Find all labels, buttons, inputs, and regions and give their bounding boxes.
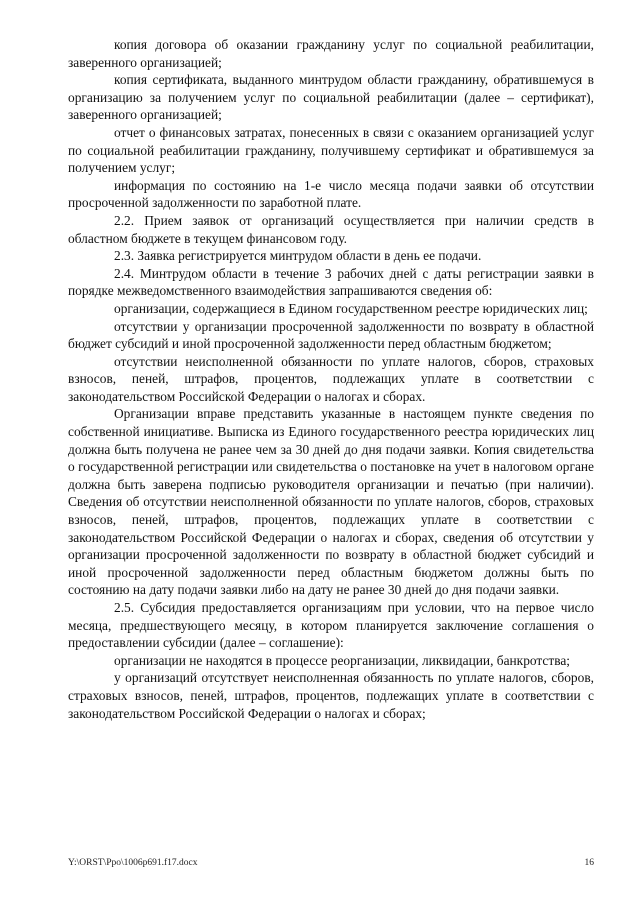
paragraph: отчет о финансовых затратах, понесенных в связи с оказанием организацией услуг по социальной реабилитации гражданину, получившему сертификат и обратившемуся за получением услуг; xyxy=(68,124,594,176)
paragraph: информация по состоянию на 1-е число месяца подачи заявки об отсутствии просроченной задолженности по заработной плате. xyxy=(68,177,594,211)
paragraph: копия сертификата, выданного минтрудом области гражданину, обратившемуся в организацию за получением услуг по социальной реабилитации (далее – сертификат), заверенного организацией; xyxy=(68,72,594,123)
paragraph: организации не находятся в процессе реорганизации, ликвидации, банкротства; xyxy=(114,652,571,668)
page-footer xyxy=(68,858,594,868)
page-number: 16 xyxy=(584,858,594,868)
paragraph: 2.2. Прием заявок от организаций осуществляется при наличии средств в областном бюджете в текущем финансовом году. xyxy=(68,212,594,246)
paragraph: копия договора об оказании гражданину услуг по социальной реабилитации, заверенного организацией; xyxy=(68,37,594,70)
paragraph: Организации вправе представить указанные в настоящем пункте сведения по собственной инициативе. Выписка из Единого государственного реестра юридических лиц должна быть получена не ранее чем за 30 дней до дня подачи заявки. Копия свидетельства о государственной регистрации или свидетельства о постановке на учет в налоговом органе должна быть заверена подписью руководителя организации и печатью (при наличии). Сведения об отсутствии неисполненной обязанности по уплате налогов, сборов, страховых взносов, пеней, штрафов, процентов, подлежащих уплате в соответствии с законодательством Российской Федерации о налогах и сборах, сведения об отсутствии у организации просроченной задолженности по возврату в областной бюджет субсидий и иной просроченной задолженности перед областным бюджетом должны быть по состоянию на дату подачи заявки либо на дату не ранее 30 дней до дня подачи заявки. xyxy=(68,406,594,598)
paragraph: 2.3. Заявка регистрируется минтрудом области в день ее подачи. xyxy=(114,248,482,264)
paragraph: организации, содержащиеся в Едином государственном реестре юридических лиц; xyxy=(114,300,588,316)
file-path: Y:\ORST\Ppo\1006p691.f17.docx xyxy=(68,858,198,868)
paragraph: отсутствии у организации просроченной задолженности по возврату в областной бюджет субсидий и иной просроченной задолженности перед областным бюджетом; xyxy=(68,318,594,352)
document-body xyxy=(68,36,594,722)
paragraph: 2.4. Минтрудом области в течение 3 рабочих дней с даты регистрации заявки в порядке межведомственного взаимодействия запрашиваются сведения об: xyxy=(68,265,594,299)
paragraph: 2.5. Субсидия предоставляется организациям при условии, что на первое число месяца, предшествующего месяцу, в котором планируется заключение соглашения о предоставлении субсидии (далее – соглашение): xyxy=(68,600,594,651)
paragraph: отсутствии неисполненной обязанности по уплате налогов, сборов, страховых взносов, пеней, штрафов, процентов, подлежащих уплате в соответствии с законодательством Российской Федерации о налогах и сборах. xyxy=(68,353,594,404)
paragraph: у организаций отсутствует неисполненная обязанность по уплате налогов, сборов, страховых взносов, пеней, штрафов, процентов, подлежащих уплате в соответствии с законодательством Российской Федерации о налогах и сборах; xyxy=(68,670,594,721)
